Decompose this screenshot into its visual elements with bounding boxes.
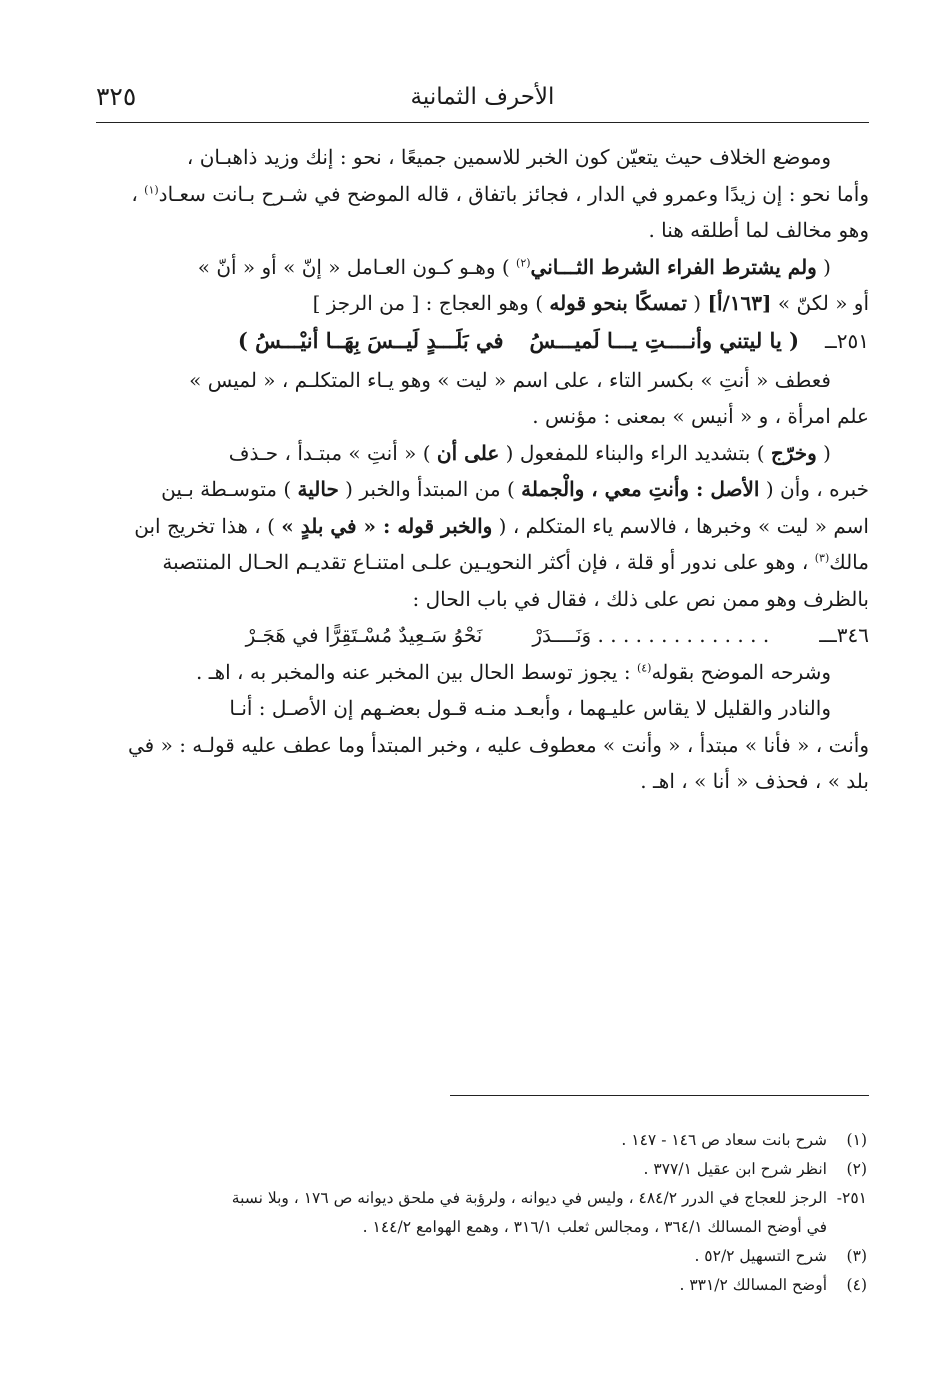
verse-hemistich-1: ( يا ليتني وأنــــتِ يـــا لَميـــسُ [529, 328, 800, 354]
footnote-ref[interactable]: (٣) [814, 551, 830, 565]
footnote-mark: ٢٥١- [836, 1189, 867, 1207]
alfiyya-line-346 [100, 617, 869, 654]
text-line: وأما نحو : إن زيدًا وعمرو في الدار ، فجائز باتفاق ، قاله الموضح في شـرح بـانت سعـاد$^{(١)}$ ، [131, 181, 869, 206]
poem-number: ٣٤٦ـــ [819, 623, 869, 647]
footnote-continuation [75, 1213, 867, 1242]
footnote [75, 1155, 867, 1184]
text-line: خبره ، وأن ( الأصل : وأنتِ معي ، والْجملة ) من المبتدأ والخبر ( حالية ) متوسـطة بـين [161, 477, 869, 501]
text-line: بلد » ، فحذف « أنا » ، اهـ . [640, 769, 869, 793]
footnote-text: في أوضح المسالك ٣٦٤/١ ، ومجالس ثعلب ٣١٦/١ ، وهمع الهوامع ١٤٤/٢ . [362, 1218, 827, 1236]
footnote [75, 1242, 867, 1271]
manuscript-ref: [١٦٣/أ] [707, 291, 772, 315]
text-line: مالك$^{(٣)}$ ، وهو على ندور أو قلة ، فإن أكثر النحويـين علـى امتنـاع تقديـم الحـال المنتصبة [162, 550, 869, 574]
footnote-mark: (٢) [846, 1160, 867, 1178]
footnote-text: شرح التسهيل ٥٢/٢ . [694, 1247, 827, 1265]
bold-matn: ولم يشترط الفراء الشرط الثـــاني [530, 254, 817, 279]
footnote-mark: (٤) [846, 1276, 867, 1294]
footnote-text: الرجز للعجاج في الدرر ٤٨٤/٢ ، وليس في ديوانه ، ولرؤبة في ملحق ديوانه ص ١٧٦ ، وبلا نسبة [231, 1189, 827, 1207]
main-text [100, 139, 869, 800]
text-line: علم امرأة ، و « أنيس » بمعنى : مؤنس . [532, 404, 869, 428]
text-line: بالظرف وهو ممن نص على ذلك ، فقال في باب الحال : [412, 586, 869, 611]
text-line: ( ولم يشترط الفراء الشرط الثـــاني$^{(٢)}$ ) وهـو كـون العـامل « إنّ » أو « أنّ » [197, 254, 831, 279]
footnote-text: شرح بانت سعاد ص ١٤٦ - ١٤٧ . [621, 1131, 827, 1149]
text-line: ( وخرّج ) بتشديد الراء والبناء للمفعول ( على أن ) « أنتِ » مبتـدأ ، حـذف [228, 440, 831, 465]
footnotes [75, 1126, 867, 1300]
chapter-title: الأحرف الثمانية [410, 84, 555, 110]
bold-matn: والخبر قوله : « في بلدٍ » [281, 513, 493, 538]
text-line: وأنت ، « فأنا » مبتدأ ، « وأنت » معطوف عليه ، وخبر المبتدأ وما عطف عليه قولـه : « في [128, 732, 869, 757]
bold-matn: وخرّج [770, 440, 817, 465]
text-line: والنادر والقليل لا يقاس عليـهما ، وأبعـد منـه قـول بعضـهم إن الأصـل : أنـا [229, 696, 831, 720]
text-line: وشرحه الموضح بقوله$^{(٤)}$ : يجوز توسط الحال بين المخبر عنه والمخبر به ، اهـ . [196, 659, 831, 684]
footnote [75, 1126, 867, 1155]
text-line: اسم « ليت » وخبرها ، فالاسم ياء المتكلم ، ( والخبر قوله : « في بلدٍ » ) ، هذا تخريج ابن [134, 513, 869, 538]
bold-matn: تمسكًا بنحو قوله [549, 291, 687, 315]
text-line: وموضع الخلاف حيث يتعيّن كون الخبر للاسمين جميعًا ، نحو : إنك وزيد ذاهبـان ، [186, 145, 831, 169]
footnote-mark: (٣) [846, 1247, 867, 1265]
page-number: ٣٢٥ [96, 82, 137, 111]
footnote-text: أوضح المسالك ٣٣١/٢ . [679, 1276, 827, 1294]
footnote [75, 1271, 867, 1300]
footnote-ref[interactable]: (٤) [636, 660, 652, 674]
verse-251 [100, 322, 869, 362]
text-line: وهو مخالف لما أطلقه هنا . [648, 218, 869, 242]
footnote-ref[interactable]: (٢) [516, 255, 531, 269]
text-line: فعطف « أنتِ » بكسر التاء ، على اسم « ليت » وهو يـاء المتكلـم ، « لميس » [189, 367, 831, 392]
text-line: أو « لكنّ » [١٦٣/أ] ( تمسكًا بنحو قوله ) وهو العجاج : [ من الرجز ] [312, 291, 869, 315]
running-header [96, 82, 869, 122]
bold-matn: حالية [297, 477, 339, 501]
footnote [75, 1184, 867, 1213]
bold-matn: الأصل : وأنتِ معي ، والْجملة [521, 477, 760, 501]
verse-hemistich-2: في بَلَـــدٍ لَيــسَ بِهَــا أنيْـــسُ ) [237, 328, 504, 354]
verse-number: ٢٥١ــ [825, 329, 869, 354]
poem-hemistich-1: . . . . . . . . . . . . . . وَنَــــدَرْ [532, 623, 770, 647]
footnote-mark: (١) [846, 1131, 867, 1149]
footnote-text: انظر شرح ابن عقيل ٣٧٧/١ . [643, 1160, 827, 1178]
footnote-rule [450, 1095, 869, 1096]
bold-matn: على أن [436, 440, 500, 465]
footnote-ref[interactable]: (١) [144, 182, 159, 196]
header-rule [96, 122, 869, 123]
poem-hemistich-2: نَحْوُ سَـعِيدٌ مُسْـتَقِرًّا في هَجَـرْ [245, 623, 483, 647]
